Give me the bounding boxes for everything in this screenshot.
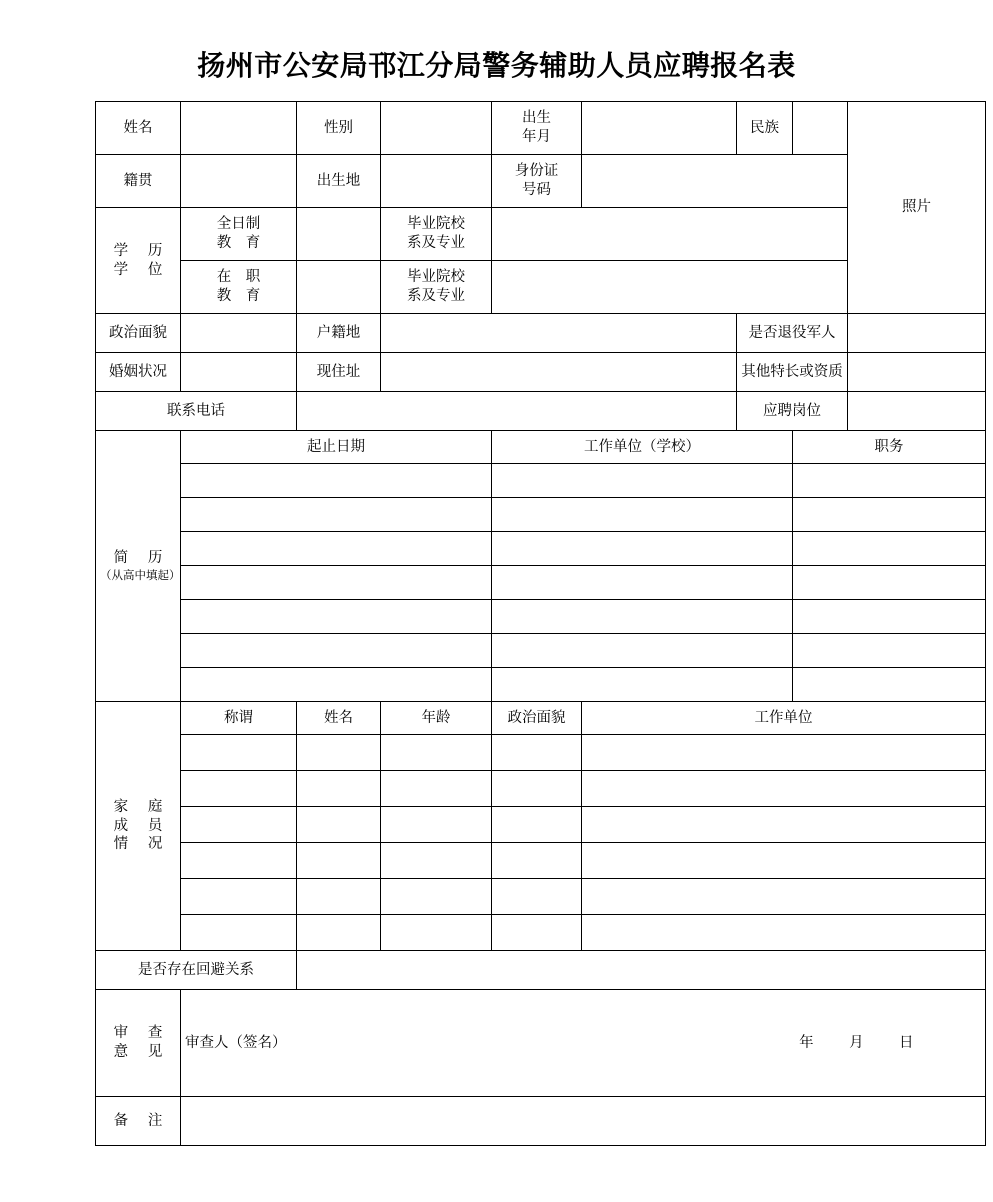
label-fulltime-education-line1: 全日制 [216,216,261,233]
family-cell-employer[interactable] [582,807,986,843]
value-gender[interactable] [381,102,492,155]
family-cell-name[interactable] [297,843,381,879]
resume-cell-date[interactable] [181,498,492,532]
label-date-month: 月 [849,1034,866,1051]
label-other-skills: 其他特长或资质 [737,353,848,392]
label-family-section [96,702,181,951]
label-family-line1: 家 庭 [113,799,165,816]
table-row-contact [96,392,986,431]
family-cell-name[interactable] [297,879,381,915]
family-row [96,843,986,879]
label-onjob-school [381,261,492,314]
label-gender: 性别 [297,102,381,155]
label-education: 学 历 [113,242,165,259]
label-veteran: 是否退役军人 [737,314,848,353]
label-birth-date-line2: 年月 [522,129,551,145]
value-onjob-education[interactable] [297,261,381,314]
resume-cell-position[interactable] [793,498,986,532]
label-phone: 联系电话 [96,392,297,431]
family-header-row [96,702,986,735]
family-cell-political[interactable] [492,843,582,879]
family-cell-age[interactable] [381,915,492,951]
label-education-degree [96,208,181,314]
signature-row [185,1034,981,1053]
family-cell-age[interactable] [381,807,492,843]
value-marital-status[interactable] [181,353,297,392]
remarks-row [96,1097,986,1146]
resume-cell-date[interactable] [181,566,492,600]
label-onjob-school-line1: 毕业院校 [407,269,465,286]
resume-row [96,634,986,668]
resume-row [96,668,986,702]
label-political-status: 政治面貌 [96,314,181,353]
family-cell-political[interactable] [492,915,582,951]
resume-header-row [96,431,986,464]
label-name: 姓名 [96,102,181,155]
label-remarks-text: 备 注 [113,1112,165,1129]
value-remarks[interactable] [181,1097,986,1146]
family-cell-employer[interactable] [582,843,986,879]
resume-row [96,532,986,566]
family-cell-name[interactable] [297,915,381,951]
family-cell-political[interactable] [492,771,582,807]
label-id-number [492,155,582,208]
family-cell-relation[interactable] [181,771,297,807]
label-fulltime-education [181,208,297,261]
family-column-header-age: 年龄 [381,702,492,735]
label-family-line3: 情 况 [113,836,165,853]
application-form-table-wrapper [95,101,931,1146]
label-native-place: 籍贯 [96,155,181,208]
resume-cell-date[interactable] [181,600,492,634]
label-birth-date [492,102,582,155]
value-name[interactable] [181,102,297,155]
value-veteran[interactable] [848,314,986,353]
family-cell-age[interactable] [381,735,492,771]
label-address: 现住址 [297,353,381,392]
resume-cell-position[interactable] [793,600,986,634]
review-opinion-body[interactable] [181,990,986,1097]
family-column-header-political: 政治面貌 [492,702,582,735]
signature-date [799,1034,915,1053]
label-reviewer-signature: 审查人（签名） [185,1034,287,1051]
family-cell-name[interactable] [297,735,381,771]
label-resume: 简 历 [113,550,165,567]
label-ethnicity: 民族 [737,102,793,155]
value-native-place[interactable] [181,155,297,208]
label-fulltime-school [381,208,492,261]
value-fulltime-school[interactable] [492,208,848,261]
application-form-table [95,101,986,1146]
label-avoidance: 是否存在回避关系 [96,951,297,990]
label-review-opinion-line1: 审 查 [113,1025,165,1042]
family-cell-relation[interactable] [181,915,297,951]
label-review-opinion-line2: 意 见 [113,1044,165,1060]
resume-cell-position[interactable] [793,634,986,668]
label-birth-date-line1: 出生 [522,110,551,127]
value-ethnicity[interactable] [793,102,848,155]
resume-row [96,464,986,498]
label-marital-status: 婚姻状况 [96,353,181,392]
value-id-number[interactable] [582,155,848,208]
family-cell-age[interactable] [381,771,492,807]
value-birth-place[interactable] [381,155,492,208]
value-address[interactable] [381,353,737,392]
label-onjob-education [181,261,297,314]
value-other-skills[interactable] [848,353,986,392]
family-cell-political[interactable] [492,807,582,843]
label-family-line2: 成 员 [113,817,165,834]
resume-cell-date[interactable] [181,668,492,702]
resume-cell-position[interactable] [793,464,986,498]
label-onjob-education-line2: 教 育 [216,288,261,304]
label-position: 应聘岗位 [737,392,848,431]
family-column-header-relation: 称谓 [181,702,297,735]
resume-column-header-employer: 工作单位（学校） [492,431,793,464]
family-cell-political[interactable] [492,735,582,771]
photo-placeholder[interactable]: 照片 [848,102,986,314]
label-fulltime-school-line2: 系及专业 [407,235,465,251]
resume-cell-position[interactable] [793,532,986,566]
resume-cell-employer[interactable] [492,634,793,668]
label-onjob-school-line2: 系及专业 [407,288,465,304]
family-cell-relation[interactable] [181,879,297,915]
label-review-opinion [96,990,181,1097]
value-position[interactable] [848,392,986,431]
value-household[interactable] [381,314,737,353]
label-date-day: 日 [899,1034,915,1051]
page-title: 扬州市公安局邗江分局警务辅助人员应聘报名表 [197,49,796,82]
family-cell-age[interactable] [381,843,492,879]
resume-cell-employer[interactable] [492,464,793,498]
label-id-number-line1: 身份证 [514,163,559,180]
resume-cell-date[interactable] [181,634,492,668]
value-fulltime-education[interactable] [297,208,381,261]
review-opinion-row [96,990,986,1097]
resume-cell-position[interactable] [793,668,986,702]
family-row [96,807,986,843]
resume-cell-date[interactable] [181,532,492,566]
resume-row [96,498,986,532]
family-cell-age[interactable] [381,879,492,915]
family-cell-relation[interactable] [181,807,297,843]
value-birth-date[interactable] [582,102,737,155]
family-cell-employer[interactable] [582,915,986,951]
family-cell-employer[interactable] [582,879,986,915]
family-cell-name[interactable] [297,771,381,807]
resume-cell-date[interactable] [181,464,492,498]
value-avoidance[interactable] [297,951,986,990]
label-resume-section [96,431,181,702]
family-cell-relation[interactable] [181,735,297,771]
label-remarks [96,1097,181,1146]
label-fulltime-school-line1: 毕业院校 [407,216,465,233]
family-row [96,771,986,807]
avoidance-row [96,951,986,990]
family-cell-name[interactable] [297,807,381,843]
label-date-year: 年 [799,1034,816,1051]
label-household: 户籍地 [297,314,381,353]
label-fulltime-education-line2: 教 育 [216,235,261,251]
family-column-header-employer: 工作单位 [582,702,986,735]
resume-cell-employer[interactable] [492,566,793,600]
resume-cell-employer[interactable] [492,668,793,702]
table-row-name [96,102,986,155]
resume-cell-employer[interactable] [492,600,793,634]
family-row [96,735,986,771]
label-degree: 学 位 [113,261,165,278]
label-id-number-line2: 号码 [522,182,551,198]
family-cell-relation[interactable] [181,843,297,879]
family-column-header-name: 姓名 [297,702,381,735]
resume-column-header-date: 起止日期 [181,431,492,464]
family-cell-political[interactable] [492,879,582,915]
resume-row [96,566,986,600]
value-phone[interactable] [297,392,737,431]
value-political-status[interactable] [181,314,297,353]
resume-cell-employer[interactable] [492,498,793,532]
family-row [96,915,986,951]
table-row-marital-status [96,353,986,392]
label-birth-place: 出生地 [297,155,381,208]
label-onjob-education-line1: 在 职 [216,269,261,286]
value-onjob-school[interactable] [492,261,848,314]
label-resume-note: （从高中填起） [100,567,181,582]
family-row [96,879,986,915]
family-cell-employer[interactable] [582,735,986,771]
resume-cell-employer[interactable] [492,532,793,566]
resume-column-header-position: 职务 [793,431,986,464]
resume-row [96,600,986,634]
resume-cell-position[interactable] [793,566,986,600]
family-cell-employer[interactable] [582,771,986,807]
table-row-political-status [96,314,986,353]
